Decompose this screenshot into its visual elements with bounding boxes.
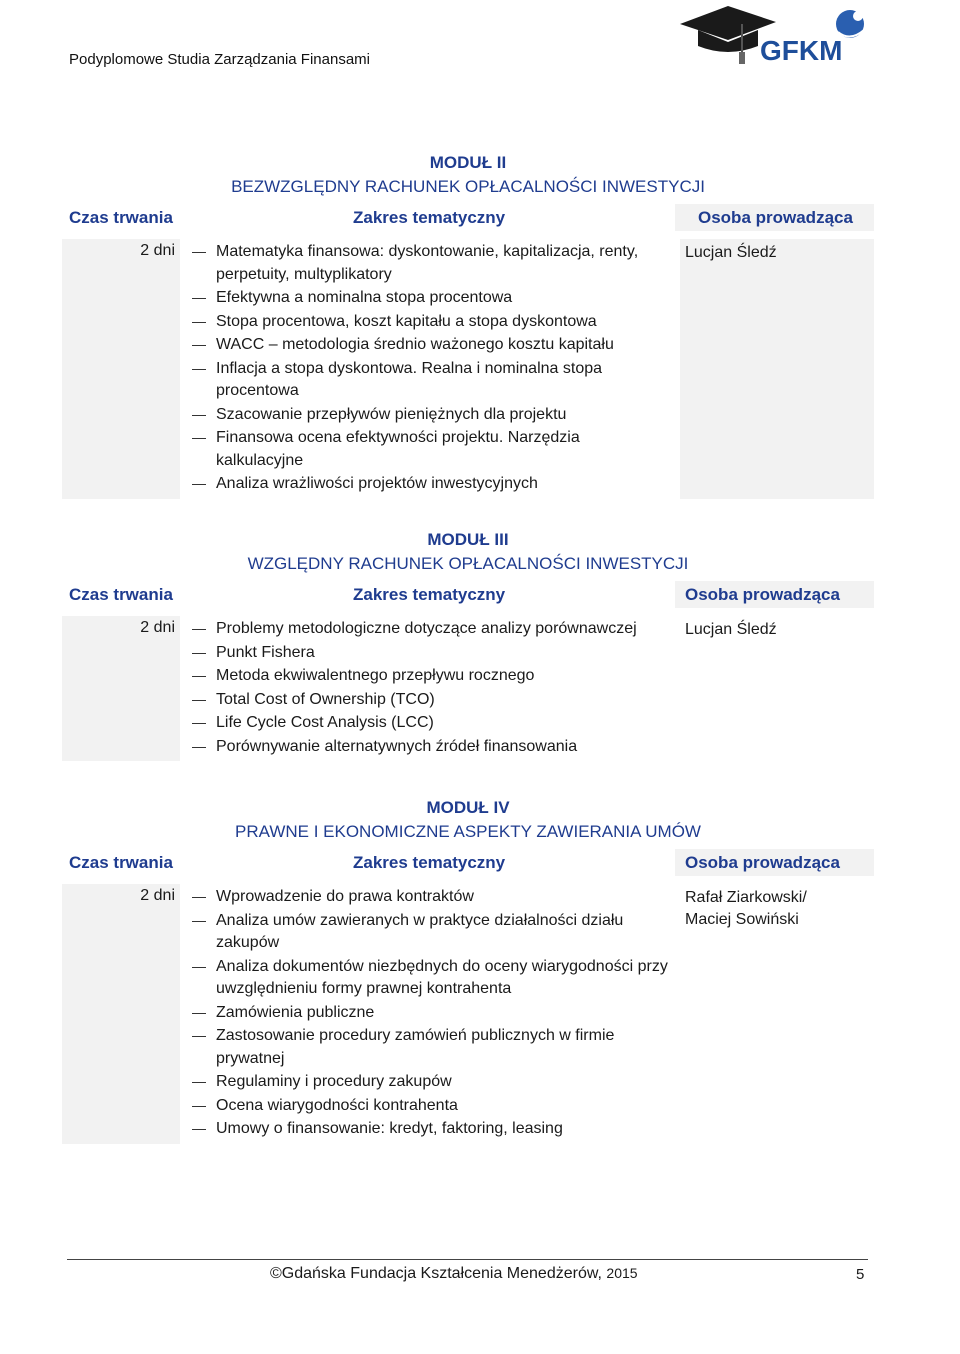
column-header-person: Osoba prowadząca (685, 585, 840, 604)
list-item: Regulaminy i procedury zakupów (190, 1071, 668, 1094)
column-header-topic: Zakres tematyczny (353, 853, 506, 872)
list-item: Zamówienia publiczne (190, 1002, 668, 1025)
module-row (62, 239, 874, 499)
column-headers (62, 204, 874, 231)
footer-copyright (270, 1265, 638, 1283)
instructor-name-1: Rafał Ziarkowski/ (685, 889, 807, 906)
list-item: Punkt Fishera (190, 642, 668, 665)
module-2 (62, 151, 874, 499)
column-headers (62, 849, 874, 876)
module-number: MODUŁ III (427, 530, 509, 549)
instructor-name: Lucjan Śledź (685, 244, 777, 261)
module-title: WZGLĘDNY RACHUNEK OPŁACALNOŚCI INWESTYCJI (247, 554, 689, 573)
module-row (62, 884, 874, 1144)
list-item: Analiza dokumentów niezbędnych do oceny wiarygodności przy uwzględnieniu formy prawnej kontrahenta (190, 956, 668, 1001)
module-title: BEZWZGLĘDNY RACHUNEK OPŁACALNOŚCI INWESTYCJI (231, 177, 705, 196)
list-item: Zastosowanie procedury zamówień publicznych w firmie prywatnej (190, 1025, 668, 1070)
module-number: MODUŁ IV (426, 798, 510, 817)
logo-text: GFKM (760, 35, 843, 66)
list-item: Ocena wiarygodności kontrahenta (190, 1095, 668, 1118)
list-item: Inflacja a stopa dyskontowa. Realna i nominalna stopa procentowa (190, 358, 668, 403)
list-item: Total Cost of Ownership (TCO) (190, 689, 668, 712)
column-header-topic: Zakres tematyczny (353, 585, 506, 604)
module-4 (62, 796, 874, 1144)
list-item: WACC – metodologia średnio ważonego kosztu kapitału (190, 334, 668, 357)
column-headers (62, 581, 874, 608)
list-item: Life Cycle Cost Analysis (LCC) (190, 712, 668, 735)
column-header-person: Osoba prowadząca (698, 208, 853, 227)
module-title: PRAWNE I EKONOMICZNE ASPEKTY ZAWIERANIA UMÓW (235, 822, 701, 841)
document-header-title: Podyplomowe Studia Zarządzania Finansami (69, 51, 370, 68)
footer-year: 2015 (606, 1265, 638, 1281)
module-number: MODUŁ II (429, 153, 507, 172)
page-number: 5 (856, 1266, 865, 1283)
column-header-time: Czas trwania (69, 853, 173, 872)
topic-list (190, 884, 668, 1144)
list-item: Analiza umów zawieranych w praktyce działalności działu zakupów (190, 910, 668, 955)
column-header-person: Osoba prowadząca (685, 853, 840, 872)
topic-list (190, 616, 668, 761)
duration: 2 dni (140, 887, 175, 904)
footer-divider (67, 1259, 868, 1260)
list-item: Wprowadzenie do prawa kontraktów (190, 886, 668, 909)
instructor-names (685, 887, 807, 931)
list-item: Porównywanie alternatywnych źródeł finansowania (190, 736, 668, 759)
list-item: Umowy o finansowanie: kredyt, faktoring, leasing (190, 1118, 668, 1141)
module-row (62, 616, 874, 761)
list-item: Matematyka finansowa: dyskontowanie, kapitalizacja, renty, perpetuity, multyplikatory (190, 241, 668, 286)
list-item: Problemy metodologiczne dotyczące analizy porównawczej (190, 618, 668, 641)
column-header-time: Czas trwania (69, 208, 173, 227)
gfkm-logo (676, 2, 871, 68)
list-item: Finansowa ocena efektywności projektu. Narzędzia kalkulacyjne (190, 427, 668, 472)
list-item: Metoda ekwiwalentnego przepływu rocznego (190, 665, 668, 688)
list-item: Szacowanie przepływów pieniężnych dla projektu (190, 404, 668, 427)
column-header-topic: Zakres tematyczny (353, 208, 506, 227)
list-item: Stopa procentowa, koszt kapitału a stopa dyskontowa (190, 311, 668, 334)
duration: 2 dni (140, 619, 175, 636)
duration: 2 dni (140, 242, 175, 259)
module-3 (62, 528, 874, 761)
list-item: Efektywna a nominalna stopa procentowa (190, 287, 668, 310)
instructor-name-2: Maciej Sowiński (685, 911, 799, 928)
topic-list (190, 239, 668, 499)
footer-text: ©Gdańska Fundacja Kształcenia Menedżerów, (270, 1265, 602, 1282)
column-header-time: Czas trwania (69, 585, 173, 604)
list-item: Analiza wrażliwości projektów inwestycyjnych (190, 473, 668, 496)
instructor-name: Lucjan Śledź (685, 621, 777, 638)
